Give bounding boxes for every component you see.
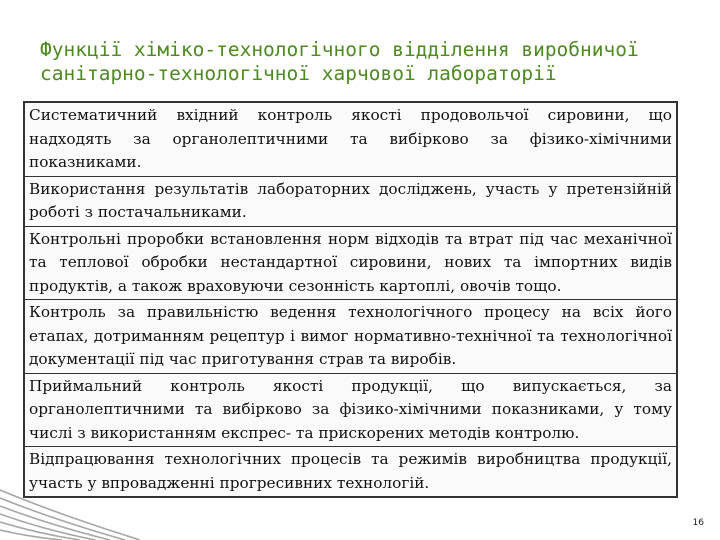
table-row: Використання результатів лабораторних досліджень, участь у претензійній роботі з постачальниками. <box>25 177 676 227</box>
table-row: Контрольні проробки встановлення норм відходів та втрат під час механічної та теплової обробки нестандартної сировини, нових та імпортних видів продуктів, а також враховуючи сезонність картоплі, овочів тощо. <box>25 227 676 301</box>
slide-title <box>40 38 680 86</box>
slide-title-line-1: Функції хіміко-технологічного відділення виробничої <box>40 38 639 61</box>
page-number: 16 <box>692 518 704 528</box>
table-row: Систематичний вхідний контроль якості продовольчої сировини, що надходять за органолептичними та вибірково за фізико-хімічними показниками. <box>25 103 676 177</box>
table-row: Відпрацювання технологічних процесів та режимів виробництва продукції, участь у впровадженні прогресивних технологій. <box>29 450 672 492</box>
corner-stripes-decoration <box>0 460 140 540</box>
table-row: Приймальний контроль якості продукції, що випускається, за органолептичними та вибірково за фізико-хімічними показниками, у тому числі з використанням експрес- та прискорених методів контролю. <box>25 374 676 448</box>
slide-title-line-2: санітарно-технологічної харчової лабораторії <box>40 62 557 85</box>
functions-table <box>23 101 678 498</box>
table-row: Контроль за правильністю ведення технологічного процесу на всіх його етапах, дотриманням рецептур і вимог нормативно-технічної та технологічної документації під час приготування страв та виробів. <box>25 300 676 374</box>
